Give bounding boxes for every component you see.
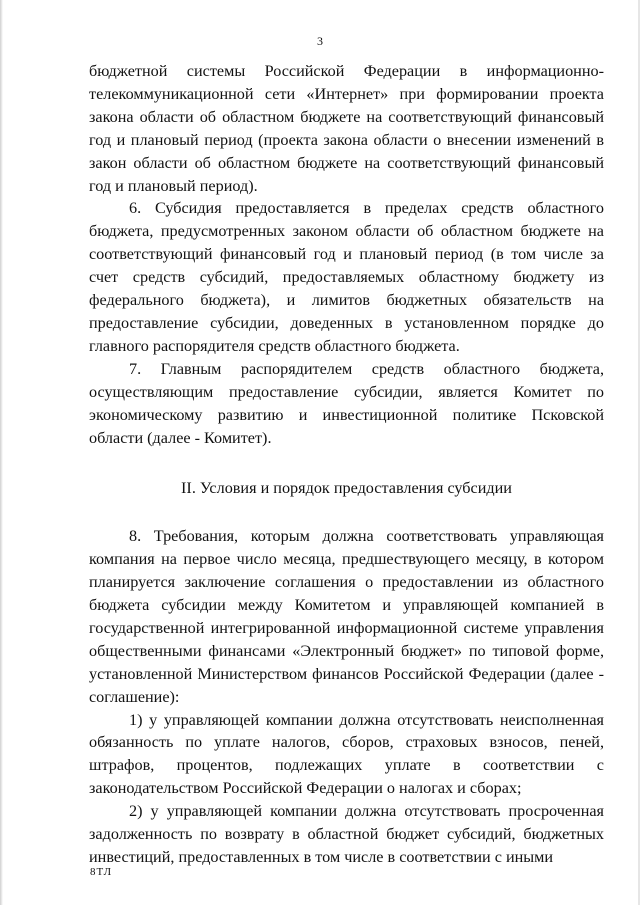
page-number: 3 (317, 34, 323, 48)
document-body (89, 60, 604, 869)
section-heading: II. Условия и порядок предоставления субсидии (181, 479, 512, 498)
paragraph-continuation: бюджетной системы Российской Федерации в информационно-телекоммуникационной сети «Интернет» при формировании проекта закона области об областном бюджете на соответствующий финансовый год и плановый период (проекта закона области о внесении изменений в закон области об областном бюджете на соответствующий финансовый год и плановый период). (89, 62, 604, 195)
paragraph-8: 8. Требования, которым должна соответствовать управляющая компания на первое число месяца, предшествующего месяцу, в котором планируется заключение соглашения о предоставлении из областного бюджета субсидии между Комитетом и управляющей компанией в государственной интегрированной информационной системе управления общественными финансами «Электронный бюджет» по типовой форме, установленной Министерством финансов Российской Федерации (далее - соглашение): (89, 527, 604, 706)
paragraph-8-item-2: 2) у управляющей компании должна отсутствовать просроченная задолженность по возврату в областной бюджет субсидий, бюджетных инвестиций, предоставленных в том числе в соответствии с иными (89, 802, 604, 866)
footer-code: 8ТЛ (90, 866, 113, 878)
scan-edge-left (0, 0, 3, 905)
paragraph-8-item-1: 1) у управляющей компании должна отсутствовать неисполненная обязанность по уплате налогов, сборов, страховых взносов, пеней, штрафов, процентов, подлежащих уплате в соответствии с законодательством Российской Федерации о налогах и сборах; (89, 710, 604, 798)
paragraph-6: 6. Субсидия предоставляется в пределах средств областного бюджета, предусмотренных законом области об областном бюджете на соответствующий финансовый год и плановый период (в том числе за счет средств субсидий, предоставляемых областному бюджету из федерального бюджета), и лимитов бюджетных обязательств на предоставление субсидии, доведенных в установленном порядке до главного распорядителя средств областного бюджета. (89, 199, 604, 355)
paragraph-7: 7. Главным распорядителем средств областного бюджета, осуществляющим предоставление субсидии, является Комитет по экономическому развитию и инвестиционной политике Псковской области (далее - Комитет). (89, 359, 604, 447)
